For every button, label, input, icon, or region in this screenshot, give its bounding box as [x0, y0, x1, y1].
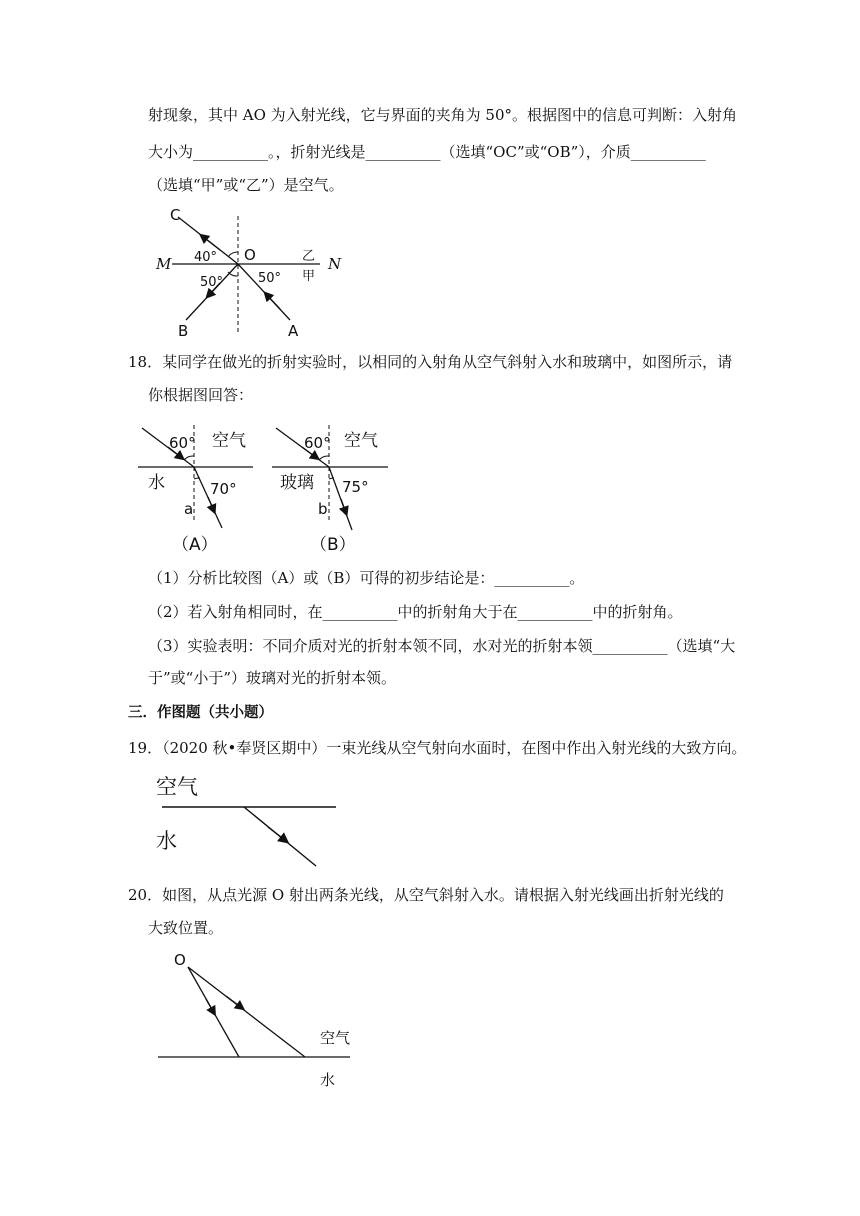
fig-b-angle: 75°	[342, 478, 369, 496]
q18-sub-1: （1）分析比较图（A）或（B）可得的初步结论是：__________。	[148, 569, 585, 587]
q20-figure	[150, 945, 370, 1095]
fig-a-air: 空气	[212, 431, 246, 451]
q20-water-label: 水	[320, 1071, 336, 1089]
fig-a-caption: （A）	[172, 535, 218, 555]
q19-figure	[150, 770, 350, 870]
q20-air-label: 空气	[320, 1029, 351, 1047]
q17-figure	[150, 200, 360, 340]
fig-b-caption: （B）	[310, 535, 356, 555]
angle-50-right: 50°	[258, 271, 282, 286]
q18-sub-3b: 于”或“小于”）玻璃对光的折射本领。	[148, 669, 397, 687]
q18-figure-a	[138, 420, 258, 555]
angle-50-left: 50°	[200, 275, 224, 290]
section-heading: 三．作图题（共小题）	[128, 705, 273, 721]
q17-line-1: 射现象，其中 AO 为入射光线，它与界面的夹角为 50°。根据图中的信息可判断：入射角	[148, 106, 738, 124]
q18-line-1: 18．某同学在做光的折射实验时，以相同的入射角从空气斜射入水和玻璃中，如图所示，请	[128, 353, 733, 371]
fig-b-ray-label: b	[318, 500, 328, 518]
q18-sub-2: （2）若入射角相同时，在__________中的折射角大于在__________中的折射角。	[148, 603, 683, 621]
fig-a-angle-60: 60°	[169, 434, 196, 452]
label-n: N	[328, 255, 342, 273]
fig-b-angle-60: 60°	[304, 434, 331, 452]
label-c: C	[170, 206, 181, 224]
fig-b-air: 空气	[344, 431, 378, 451]
q20-line-2: 大致位置。	[148, 919, 224, 937]
fig-a-angle: 70°	[210, 480, 237, 498]
angle-40: 40°	[194, 250, 218, 265]
medium-yi: 乙	[302, 249, 316, 264]
q17-line-2: 大小为__________。，折射光线是__________（选填“OC”或“OB”），介质__________	[148, 143, 706, 161]
q18-line-2: 你根据图回答：	[148, 386, 254, 404]
q18-sub-3a: （3）实验表明：不同介质对光的折射本领不同，水对光的折射本领__________（选填“大	[148, 637, 736, 655]
q20-point-o: O	[174, 951, 186, 969]
q18-figure-b	[272, 420, 402, 555]
q17-line-3: （选填“甲”或“乙”）是空气。	[148, 176, 344, 194]
fig-b-glass: 玻璃	[280, 473, 314, 493]
q20-line-1: 20．如图，从点光源 O 射出两条光线，从空气斜射入水。请根据入射光线画出折射光线的	[128, 886, 724, 904]
fig-a-water: 水	[148, 473, 165, 493]
q19-water-label: 水	[156, 829, 177, 853]
label-b: B	[178, 322, 189, 340]
fig-a-ray-label: a	[184, 500, 194, 518]
q19-text: 19．（2020 秋•奉贤区期中）一束光线从空气射向水面时，在图中作出入射光线的大致方向。	[128, 739, 747, 757]
label-m: M	[156, 255, 172, 273]
label-a: A	[288, 322, 299, 340]
q19-air-label: 空气	[156, 775, 198, 799]
medium-jia: 甲	[302, 269, 316, 284]
label-o: O	[244, 246, 256, 264]
